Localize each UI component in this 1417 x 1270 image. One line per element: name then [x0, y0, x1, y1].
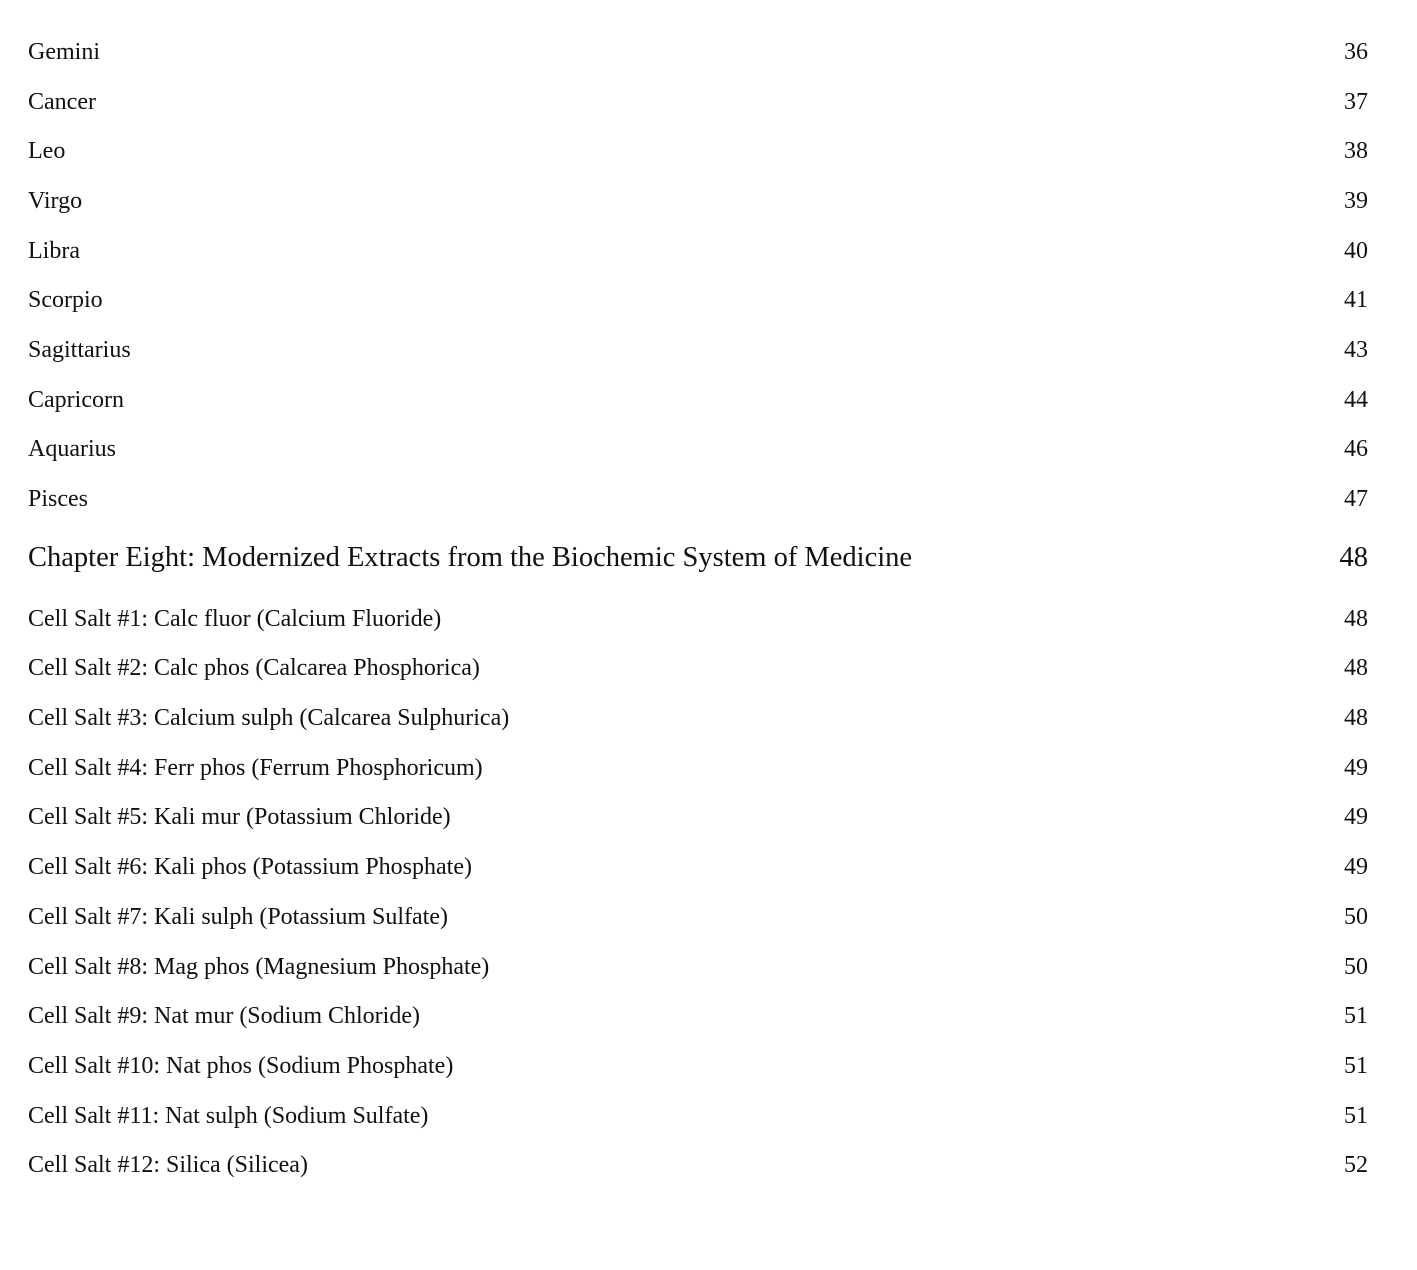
toc-entry-title: Cell Salt #2: Calc phos (Calcarea Phosphorica) — [28, 655, 480, 682]
toc-entry-page: 40 — [1344, 237, 1368, 264]
toc-entry-title: Gemini — [28, 38, 100, 65]
toc-entry-page: 49 — [1344, 804, 1368, 831]
toc-entry-sagittarius[interactable] — [28, 325, 1368, 375]
toc-entry-page: 50 — [1344, 953, 1368, 980]
toc-entry-title: Cell Salt #7: Kali sulph (Potassium Sulfate) — [28, 903, 448, 930]
toc-entry-title: Cell Salt #3: Calcium sulph (Calcarea Sulphurica) — [28, 705, 510, 732]
toc-entry-title: Cell Salt #6: Kali phos (Potassium Phosphate) — [28, 854, 472, 881]
toc-entry-title: Leo — [28, 138, 66, 165]
toc-entry-page: 38 — [1344, 138, 1368, 165]
toc-entry-page: 51 — [1344, 1102, 1368, 1129]
toc-entry-title: Cell Salt #11: Nat sulph (Sodium Sulfate) — [28, 1102, 429, 1129]
toc-entry-cell-salt-7[interactable] — [28, 892, 1368, 942]
toc-entry-scorpio[interactable] — [28, 275, 1368, 325]
toc-entry-title: Cancer — [28, 88, 96, 115]
toc-chapter-page: 48 — [1339, 541, 1368, 573]
toc-entry-cell-salt-2[interactable] — [28, 644, 1368, 694]
toc-entry-title: Aquarius — [28, 436, 116, 463]
toc-entry-page: 49 — [1344, 754, 1368, 781]
toc-entry-title: Cell Salt #9: Nat mur (Sodium Chloride) — [28, 1003, 420, 1030]
toc-entry-title: Cell Salt #10: Nat phos (Sodium Phosphate) — [28, 1052, 454, 1079]
toc-chapter-title: Chapter Eight: Modernized Extracts from the Biochemic System of Medicine — [28, 541, 913, 573]
toc-entry-title: Cell Salt #5: Kali mur (Potassium Chloride) — [28, 804, 451, 831]
toc-entry-title: Sagittarius — [28, 336, 131, 363]
toc-entry-page: 39 — [1344, 187, 1368, 214]
toc-entry-cell-salt-6[interactable] — [28, 842, 1368, 892]
toc-entry-page: 48 — [1344, 655, 1368, 682]
toc-entry-page: 48 — [1344, 705, 1368, 732]
toc-entry-title: Scorpio — [28, 287, 103, 314]
toc-entry-page: 37 — [1344, 88, 1368, 115]
toc-entry-title: Capricorn — [28, 386, 124, 413]
toc-entry-virgo[interactable] — [28, 176, 1368, 226]
table-of-contents — [28, 27, 1368, 1190]
toc-entry-gemini[interactable] — [28, 27, 1368, 77]
toc-entry-aquarius[interactable] — [28, 425, 1368, 475]
toc-entry-title: Libra — [28, 237, 80, 264]
toc-entry-page: 52 — [1344, 1152, 1368, 1179]
toc-entry-libra[interactable] — [28, 226, 1368, 276]
toc-entry-page: 43 — [1344, 336, 1368, 363]
toc-entry-leo[interactable] — [28, 126, 1368, 176]
toc-entry-title: Cell Salt #4: Ferr phos (Ferrum Phosphoricum) — [28, 754, 483, 781]
toc-entry-cell-salt-8[interactable] — [28, 942, 1368, 992]
toc-entry-page: 49 — [1344, 854, 1368, 881]
toc-entry-cell-salt-12[interactable] — [28, 1140, 1368, 1190]
toc-entry-page: 36 — [1344, 38, 1368, 65]
toc-entry-pisces[interactable] — [28, 474, 1368, 524]
toc-entry-page: 44 — [1344, 386, 1368, 413]
toc-entry-cell-salt-10[interactable] — [28, 1041, 1368, 1091]
toc-entry-cell-salt-9[interactable] — [28, 991, 1368, 1041]
toc-entry-page: 41 — [1344, 287, 1368, 314]
toc-entry-page: 50 — [1344, 903, 1368, 930]
toc-entry-cell-salt-11[interactable] — [28, 1091, 1368, 1141]
toc-entry-title: Virgo — [28, 187, 83, 214]
toc-entry-page: 51 — [1344, 1052, 1368, 1079]
toc-entry-cancer[interactable] — [28, 77, 1368, 127]
toc-entry-capricorn[interactable] — [28, 375, 1368, 425]
toc-entry-page: 47 — [1344, 486, 1368, 513]
toc-entry-title: Cell Salt #1: Calc fluor (Calcium Fluoride) — [28, 605, 442, 632]
toc-entry-cell-salt-1[interactable] — [28, 594, 1368, 644]
toc-chapter-heading[interactable] — [28, 524, 1368, 594]
toc-entry-cell-salt-3[interactable] — [28, 693, 1368, 743]
toc-entry-page: 46 — [1344, 436, 1368, 463]
toc-entry-title: Cell Salt #12: Silica (Silicea) — [28, 1152, 308, 1179]
toc-entry-cell-salt-5[interactable] — [28, 793, 1368, 843]
toc-entry-title: Pisces — [28, 486, 88, 513]
toc-entry-cell-salt-4[interactable] — [28, 743, 1368, 793]
toc-entry-page: 48 — [1344, 605, 1368, 632]
toc-entry-title: Cell Salt #8: Mag phos (Magnesium Phosphate) — [28, 953, 490, 980]
toc-entry-page: 51 — [1344, 1003, 1368, 1030]
